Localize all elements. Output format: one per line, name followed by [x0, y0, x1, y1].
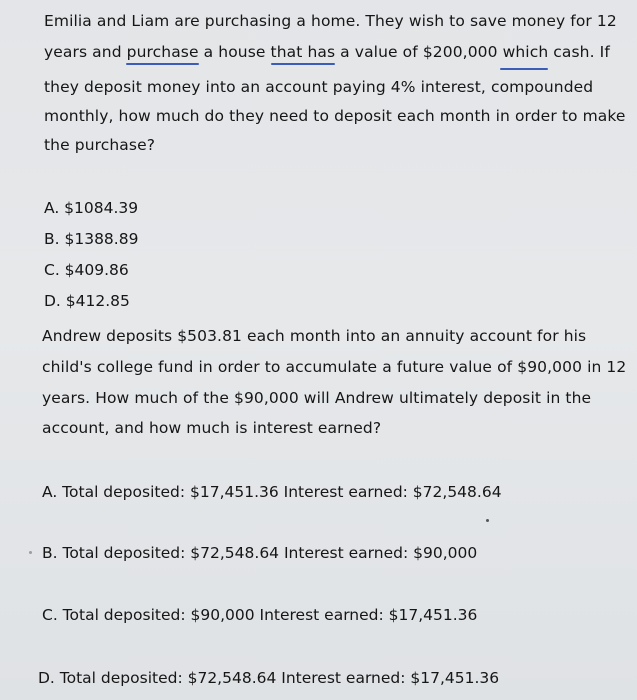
- question2-line-2: child's college fund in order to accumulate a future value of $90,000 in 12: [42, 358, 627, 376]
- question1-line-3: they deposit money into an account paying 4% interest, compounded: [44, 78, 594, 96]
- underline-that-has: [271, 63, 335, 65]
- question1-line-4: monthly, how much do they need to deposit each month in order to make: [44, 107, 626, 125]
- speck-mark: [29, 551, 32, 554]
- underline-which: [500, 68, 548, 70]
- question2-line-1: Andrew deposits $503.81 each month into an annuity account for his: [42, 327, 587, 345]
- question2-option-d[interactable]: D. Total deposited: $72,548.64 Interest earned: $17,451.36: [38, 669, 500, 687]
- question1-option-b[interactable]: B. $1388.89: [44, 230, 139, 248]
- question1-line-1: Emilia and Liam are purchasing a home. They wish to save money for 12: [44, 12, 617, 30]
- question2-line-3: years. How much of the $90,000 will Andrew ultimately deposit in the: [42, 389, 592, 407]
- speck-mark: [486, 519, 489, 522]
- question2-option-c[interactable]: C. Total deposited: $90,000 Interest earned: $17,451.36: [42, 606, 478, 624]
- underline-purchase: [126, 63, 199, 65]
- question2-option-a[interactable]: A. Total deposited: $17,451.36 Interest earned: $72,548.64: [42, 483, 502, 501]
- question1-option-a[interactable]: A. $1084.39: [44, 199, 139, 217]
- question1-option-d[interactable]: D. $412.85: [44, 292, 130, 310]
- question2-line-4: account, and how much is interest earned?: [42, 419, 382, 437]
- question1-line-2: years and purchase a house that has a value of $200,000 which cash. If: [44, 43, 610, 61]
- question2-option-b[interactable]: B. Total deposited: $72,548.64 Interest earned: $90,000: [42, 544, 478, 562]
- question1-line-5: the purchase?: [44, 136, 156, 154]
- question1-option-c[interactable]: C. $409.86: [44, 261, 129, 279]
